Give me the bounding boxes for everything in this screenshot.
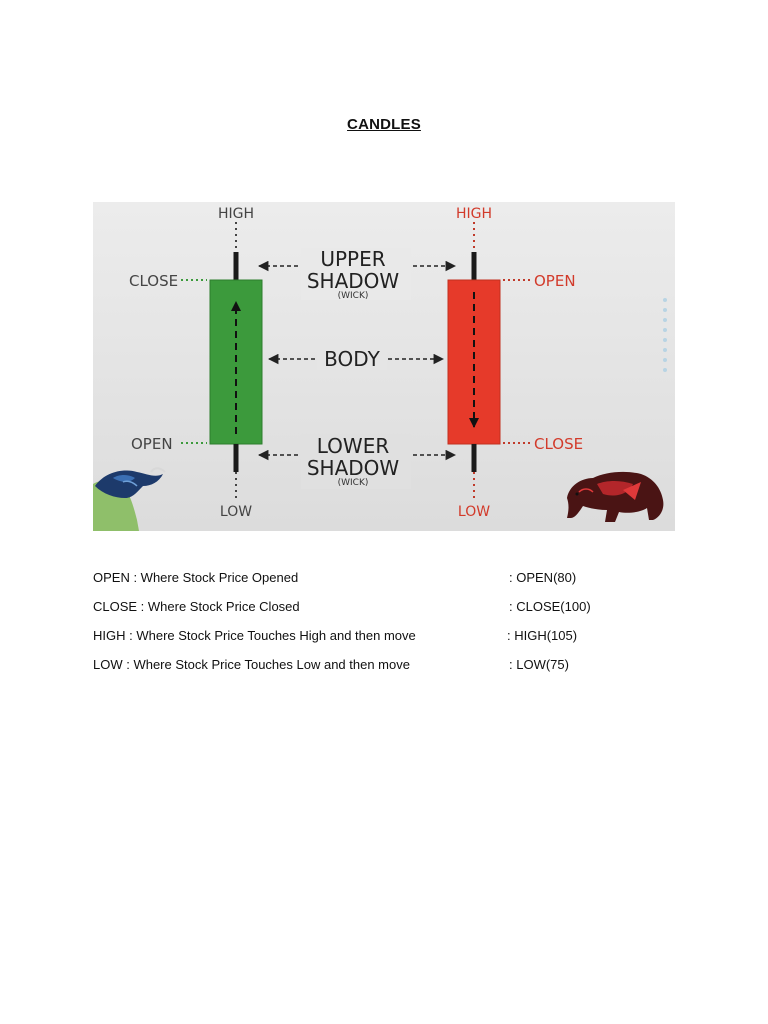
upper-shadow-line2: SHADOW [306,269,400,293]
body-label: BODY [324,347,380,371]
bull-close-label: CLOSE [129,272,179,290]
definition-row-close [93,599,693,619]
bull-low-label: LOW [219,504,253,520]
lower-shadow-note: (WICK) [337,478,369,488]
page-title: CANDLES [347,116,421,133]
definition-example: : CLOSE(100) [509,599,591,614]
bear-close-label: CLOSE [534,435,584,453]
bull-high-label: HIGH [217,206,255,222]
lower-shadow-line2: SHADOW [306,456,400,480]
definition-term: CLOSE : Where Stock Price Closed [93,599,300,614]
definition-term: LOW : Where Stock Price Touches Low and then move [93,657,410,672]
bull-open-label: OPEN [131,435,173,453]
definition-term: OPEN : Where Stock Price Opened [93,570,299,585]
bear-low-label: LOW [457,504,491,520]
bear-open-label: OPEN [534,272,576,290]
candlestick-diagram [93,202,675,531]
definition-example: : HIGH(105) [507,628,578,643]
lower-shadow-line1: LOWER [316,434,390,458]
definition-row-low [93,657,693,677]
definition-example: : OPEN(80) [509,570,577,585]
definition-example: : LOW(75) [509,657,569,672]
upper-shadow-line1: UPPER [320,247,386,271]
definition-row-high [93,628,693,648]
bear-high-label: HIGH [455,206,493,222]
definition-row-open [93,570,693,590]
definition-term: HIGH : Where Stock Price Touches High and then move [93,628,416,643]
upper-shadow-note: (WICK) [337,291,369,301]
